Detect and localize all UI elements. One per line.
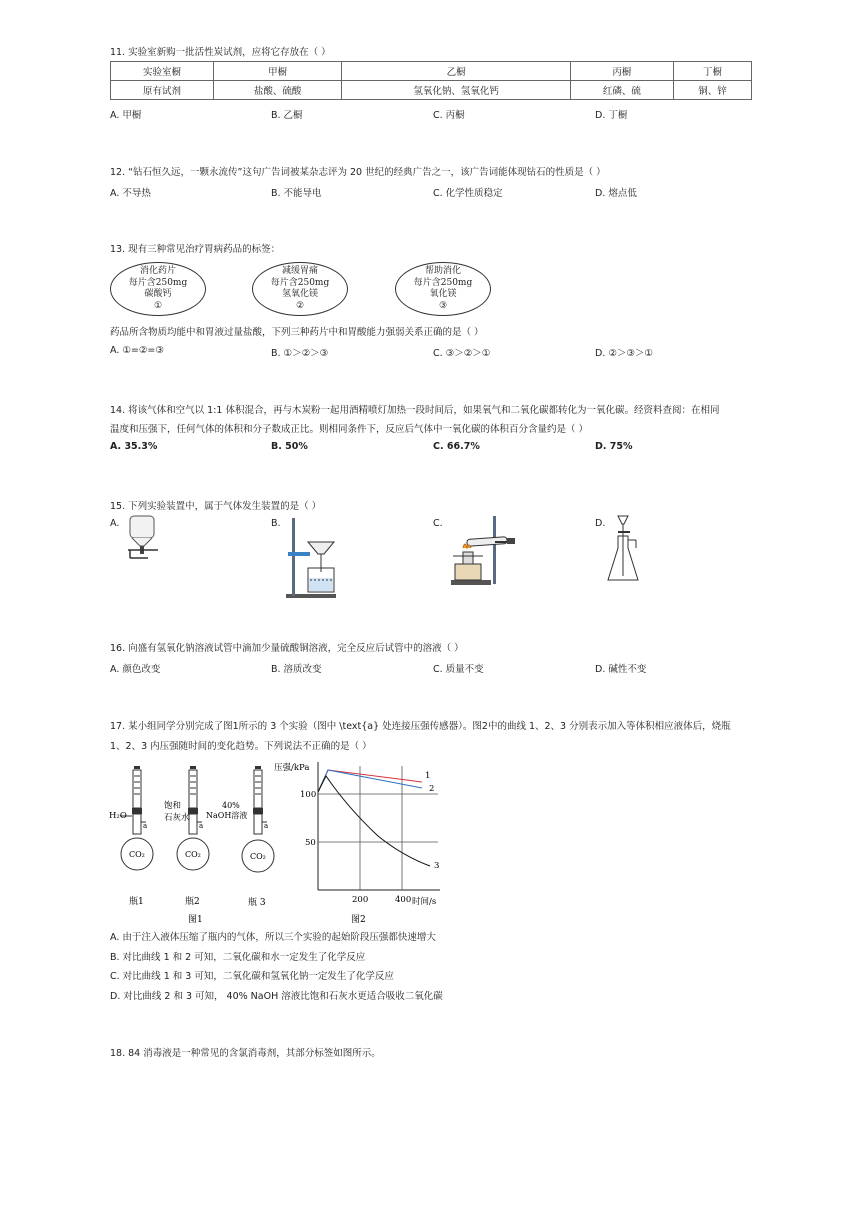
flask-2-label: 瓶2 (185, 897, 200, 907)
curve-1-label: 1 (425, 771, 431, 781)
flask-2-gas: CO₂ (185, 850, 201, 859)
q17-option-b[interactable]: B. 对比曲线 1 和 2 可知，二氧化碳和水一定发生了化学反应 (110, 952, 366, 963)
q13-option-c[interactable]: C. ③＞②＞① (433, 348, 491, 359)
flask-3-label: 瓶 3 (248, 898, 266, 908)
q13-option-a[interactable]: A. ①=②=③ (110, 345, 164, 356)
figure-1-caption: 图1 (188, 915, 203, 925)
q11-option-d[interactable]: D. 丁橱 (595, 110, 628, 121)
q17-option-a[interactable]: A. 由于注入液体压缩了瓶内的气体，所以三个实验的起始阶段压强都快速增大 (110, 932, 436, 943)
label-number: ② (295, 300, 305, 311)
flask-1-liquid: H₂O (109, 811, 127, 821)
figure-1-flasks (108, 760, 288, 926)
q12-option-b[interactable]: B. 不能导电 (271, 188, 322, 199)
q13-option-d[interactable]: D. ②＞③＞① (595, 348, 653, 359)
q13-stem-2: 药品所含物质均能中和胃液过量盐酸，下列三种药片中和胃酸能力强弱关系正确的是（ ） (110, 327, 484, 338)
table-cell: 盐酸、硫酸 (214, 81, 342, 100)
q11-option-b[interactable]: B. 乙橱 (271, 110, 303, 121)
apparatus-d-image (604, 514, 648, 586)
table-cell: 丙橱 (570, 62, 673, 81)
medicine-label-1 (110, 262, 206, 316)
x-axis-label: 时间/s (412, 897, 437, 907)
label-dose: 每片含250mg (128, 277, 188, 288)
table-cell: 甲橱 (214, 62, 342, 81)
curve-2-label: 2 (429, 784, 435, 794)
table-cell: 铜、锌 (673, 81, 751, 100)
flask-3-liquid-line-1: 40% (222, 801, 240, 810)
flask-2-liquid-line-1: 饱和 (164, 801, 182, 811)
figure-2-pressure-graph (274, 756, 456, 926)
table-cell: 乙橱 (342, 62, 571, 81)
flask-1 (109, 766, 153, 907)
flask-3-port: a (264, 822, 269, 830)
q14-option-d[interactable]: D. 75% (595, 441, 633, 452)
q11-cabinet-table (110, 61, 752, 100)
label-name: 减缓胃痛 (281, 266, 318, 276)
label-dose: 每片含250mg (413, 277, 473, 288)
table-row (111, 81, 752, 100)
q15-option-c[interactable]: C. (433, 518, 443, 529)
flask-2 (164, 766, 209, 907)
label-name: 帮助消化 (424, 266, 461, 276)
q15-option-a[interactable]: A. (110, 518, 120, 529)
q17-option-d[interactable]: D. 对比曲线 2 和 3 可知， 40% NaOH 溶液比饱和石灰水更适合吸收二氧化碳 (110, 991, 443, 1002)
label-name: 消化药片 (139, 266, 176, 276)
q14-stem-line-1: 14. 将该气体和空气以 1:1 体积混合，再与木炭粉一起用酒精喷灯加热一段时间后，如果氧气和二氧化碳都转化为一氧化碳。经资料查阅：在相同 (110, 405, 720, 416)
q16-option-b[interactable]: B. 溶质改变 (271, 664, 322, 675)
q17-option-c[interactable]: C. 对比曲线 1 和 3 可知，二氧化碳和氢氧化钠一定发生了化学反应 (110, 971, 394, 982)
table-cell: 氢氧化钠、氢氧化钙 (342, 81, 571, 100)
medicine-label-3 (395, 262, 491, 316)
q11-stem: 11. 实验室新购一批活性炭试剂，应将它存放在（ ） (110, 47, 331, 58)
figure-2-caption: 图2 (351, 915, 366, 925)
flask-1-port: a (143, 822, 148, 830)
q15-option-b[interactable]: B. (271, 518, 281, 529)
flask-1-label: 瓶1 (129, 897, 144, 907)
y-tick-100: 100 (300, 790, 317, 800)
table-header-row (111, 62, 752, 81)
apparatus-b-image (284, 514, 346, 600)
curve-1 (318, 770, 422, 792)
q15-option-d[interactable]: D. (595, 518, 606, 529)
q12-option-d[interactable]: D. 熔点低 (595, 188, 637, 199)
table-cell: 丁橱 (673, 62, 751, 81)
label-ingredient: 碳酸钙 (144, 289, 172, 299)
y-tick-50: 50 (305, 838, 316, 848)
apparatus-c-image (445, 512, 521, 588)
curve-2 (318, 770, 422, 792)
q17-stem-line-2: 1、2、3 内压强随时间的变化趋势。下列说法不正确的是（ ） (110, 741, 372, 752)
label-ingredient: 氢氧化镁 (281, 289, 318, 299)
table-cell: 红磷、硫 (570, 81, 673, 100)
q11-option-a[interactable]: A. 甲橱 (110, 110, 142, 121)
flask-2-liquid-line-2: 石灰水 (164, 813, 190, 823)
table-cell: 实验室橱 (111, 62, 214, 81)
q14-option-c[interactable]: C. 66.7% (433, 441, 480, 452)
label-ingredient: 氧化镁 (429, 289, 457, 299)
q14-option-b[interactable]: B. 50% (271, 441, 308, 452)
q12-option-c[interactable]: C. 化学性质稳定 (433, 188, 503, 199)
q12-stem: 12. “钻石恒久远，一颗永流传”这句广告词被某杂志评为 20 世纪的经典广告之一，该广告词能体现钻石的性质是（ ） (110, 167, 606, 178)
medicine-label-2 (252, 262, 348, 316)
y-axis-label: 压强/kPa (274, 763, 310, 773)
curve-3 (318, 776, 430, 866)
flask-3-gas: CO₂ (250, 852, 266, 861)
x-tick-400: 400 (395, 895, 412, 905)
flask-1-gas: CO₂ (129, 850, 145, 859)
q18-stem: 18. 84 消毒液是一种常见的含氯消毒剂，其部分标签如图所示。 (110, 1048, 381, 1059)
q14-option-a[interactable]: A. 35.3% (110, 441, 158, 452)
flask-2-port: a (199, 822, 204, 830)
q13-option-b[interactable]: B. ①＞②＞③ (271, 348, 329, 359)
q12-option-a[interactable]: A. 不导热 (110, 188, 151, 199)
q14-stem-line-2: 温度和压强下，任何气体的体积和分子数成正比。则相同条件下，反应后气体中一氧化碳的体积百分含量约是（ ） (110, 424, 589, 435)
curve-3-label: 3 (434, 861, 440, 871)
label-number: ① (153, 300, 163, 311)
q13-stem: 13. 现有三种常见治疗胃病药品的标签： (110, 244, 281, 255)
x-tick-200: 200 (352, 895, 369, 905)
q15-stem: 15. 下列实验装置中，属于气体发生装置的是（ ） (110, 501, 322, 512)
flask-3-liquid-line-2: NaOH溶液 (206, 811, 248, 820)
q16-option-a[interactable]: A. 颜色改变 (110, 664, 161, 675)
q11-option-c[interactable]: C. 丙橱 (433, 110, 465, 121)
label-number: ③ (438, 300, 448, 311)
table-cell: 原有试剂 (111, 81, 214, 100)
q17-stem-line-1: 17. 某小组同学分别完成了图1所示的 3 个实验（图中 \text{a} 处连接压强传感器）。图2中的曲线 1、2、3 分别表示加入等体积相应液体后，烧瓶 (110, 721, 731, 732)
apparatus-a-image (118, 514, 162, 566)
q16-stem: 16. 向盛有氢氧化钠溶液试管中滴加少量硫酸铜溶液，完全反应后试管中的溶液（ ） (110, 643, 464, 654)
label-dose: 每片含250mg (270, 277, 330, 288)
flask-3 (206, 766, 274, 908)
q16-option-c[interactable]: C. 质量不变 (433, 664, 484, 675)
q16-option-d[interactable]: D. 碱性不变 (595, 664, 647, 675)
